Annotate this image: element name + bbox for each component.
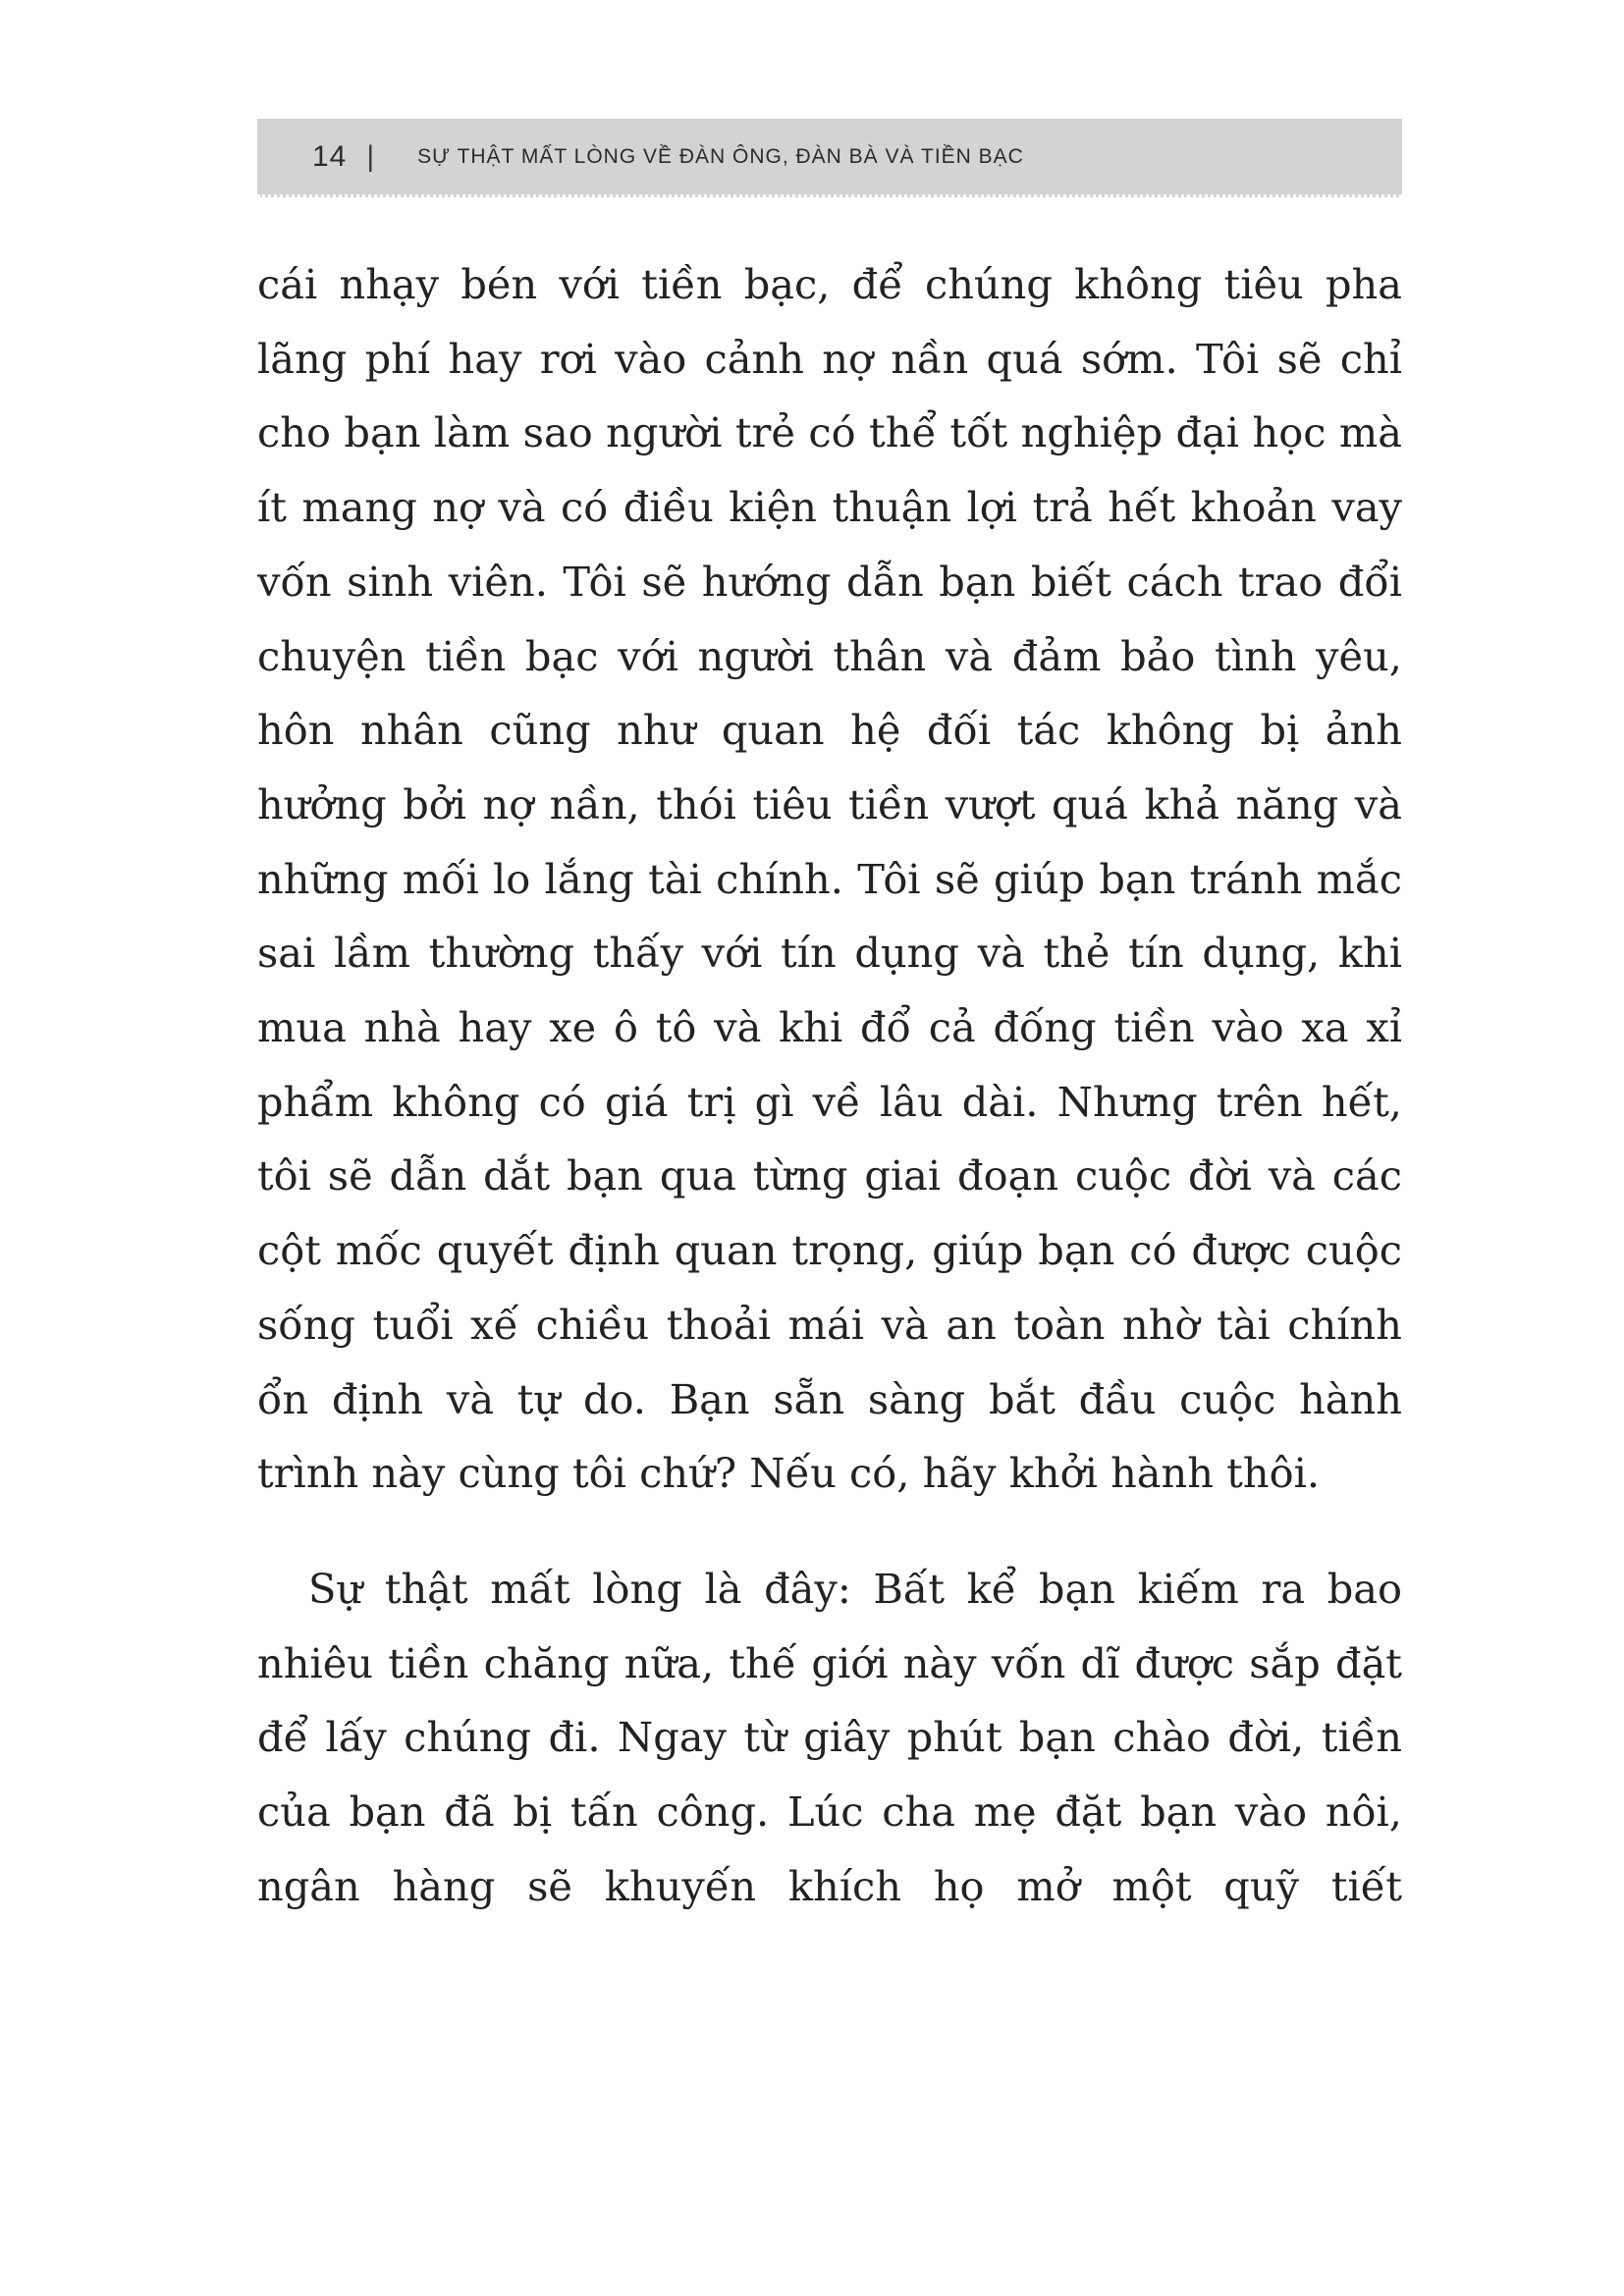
- paragraph: cái nhạy bén với tiền bạc, để chúng không tiêu pha lãng phí hay rơi vào cảnh nợ nần quá sớm. Tôi sẽ chỉ cho bạn làm sao người trẻ có thể tốt nghiệp đại học mà ít mang nợ và có điều kiện thuận lợi trả hết khoản vay vốn sinh viên. Tôi sẽ hướng dẫn bạn biết cách trao đổi chuyện tiền bạc với người thân và đảm bảo tình yêu, hôn nhân cũng như quan hệ đối tác không bị ảnh hưởng bởi nợ nần, thói tiêu tiền vượt quá khả năng và những mối lo lắng tài chính. Tôi sẽ giúp bạn tránh mắc sai lầm thường thấy với tín dụng và thẻ tín dụng, khi mua nhà hay xe ô tô và khi đổ cả đống tiền vào xa xỉ phẩm không có giá trị gì về lâu dài. Nhưng trên hết, tôi sẽ dẫn dắt bạn qua từng giai đoạn cuộc đời và các cột mốc quyết định quan trọng, giúp bạn có được cuộc sống tuổi xế chiều thoải mái và an toàn nhờ tài chính ổn định và tự do. Bạn sẵn sàng bắt đầu cuộc hành trình này cùng tôi chứ? Nếu có, hãy khởi hành thôi.: [257, 260, 1402, 1498]
- page-body: [257, 247, 1402, 1923]
- running-header: [257, 119, 1402, 197]
- page-number: 14: [312, 139, 348, 173]
- book-title: SỰ THẬT MẤT LÒNG VỀ ĐÀN ÔNG, ĐÀN BÀ VÀ TIỀN BẠC: [417, 144, 1024, 168]
- header-separator: |: [366, 139, 375, 173]
- paragraph: Sự thật mất lòng là đây: Bất kể bạn kiếm ra bao nhiêu tiền chăng nữa, thế giới này vốn dĩ được sắp đặt để lấy chúng đi. Ngay từ giây phút bạn chào đời, tiền của bạn đã bị tấn công. Lúc cha mẹ đặt bạn vào nôi, ngân hàng sẽ khuyến khích họ mở một quỹ tiết: [257, 1564, 1402, 1910]
